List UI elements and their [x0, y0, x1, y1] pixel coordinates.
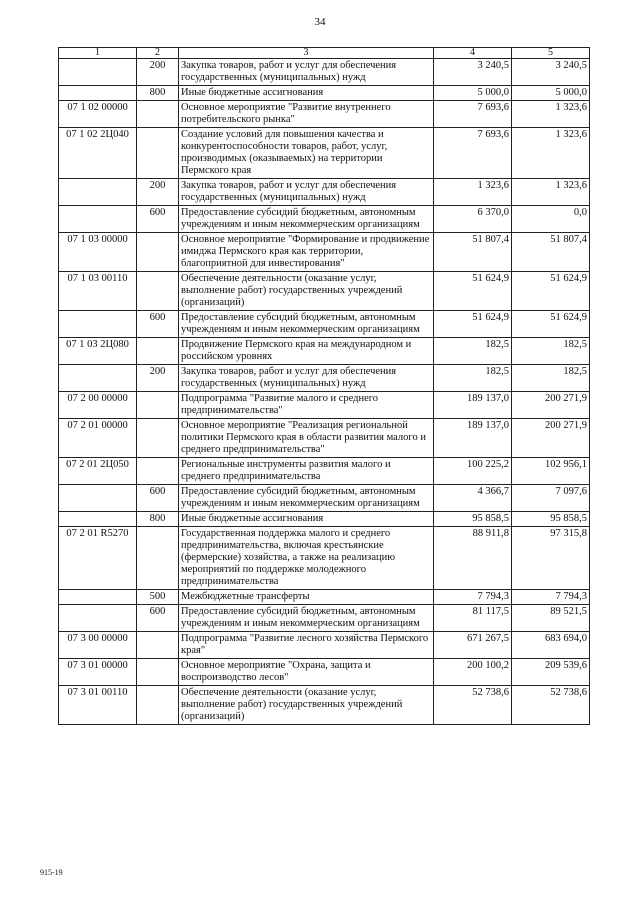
amount-year2-cell: 200 271,9 [512, 419, 590, 458]
amount-year2-cell: 200 271,9 [512, 392, 590, 419]
expense-type-cell: 800 [137, 512, 179, 527]
table-row [59, 86, 590, 101]
expense-type-cell: 200 [137, 59, 179, 86]
amount-year2-cell: 89 521,5 [512, 605, 590, 632]
target-code-cell [59, 485, 137, 512]
amount-year1-cell: 671 267,5 [434, 632, 512, 659]
amount-year2-cell: 5 000,0 [512, 86, 590, 101]
amount-year1-cell: 5 000,0 [434, 86, 512, 101]
table-row [59, 206, 590, 233]
target-code-cell: 07 3 00 00000 [59, 632, 137, 659]
amount-year1-cell: 1 323,6 [434, 179, 512, 206]
amount-year2-cell: 7 794,3 [512, 590, 590, 605]
target-code-cell [59, 59, 137, 86]
description-cell: Иные бюджетные ассигнования [179, 86, 434, 101]
target-code-cell: 07 2 00 00000 [59, 392, 137, 419]
target-code-cell [59, 206, 137, 233]
target-code-cell [59, 605, 137, 632]
table-row [59, 590, 590, 605]
amount-year2-cell: 1 323,6 [512, 128, 590, 179]
description-cell: Подпрограмма "Развитие малого и среднего предпринимательства" [179, 392, 434, 419]
description-cell: Подпрограмма "Развитие лесного хозяйства Пермского края" [179, 632, 434, 659]
target-code-cell: 07 2 01 2Ц050 [59, 458, 137, 485]
amount-year2-cell: 182,5 [512, 365, 590, 392]
description-cell: Обеспечение деятельности (оказание услуг, выполнение работ) государственных учреждений (организаций) [179, 272, 434, 311]
description-cell: Закупка товаров, работ и услуг для обеспечения государственных (муниципальных) нужд [179, 365, 434, 392]
table-row [59, 485, 590, 512]
table-row [59, 365, 590, 392]
table-row [59, 392, 590, 419]
budget-table [58, 47, 590, 725]
description-cell: Основное мероприятие "Реализация региональной политики Пермского края в области развития малого и среднего предпринимательства" [179, 419, 434, 458]
amount-year2-cell: 1 323,6 [512, 101, 590, 128]
target-code-cell: 07 3 01 00000 [59, 659, 137, 686]
target-code-cell [59, 179, 137, 206]
amount-year1-cell: 3 240,5 [434, 59, 512, 86]
expense-type-cell [137, 419, 179, 458]
column-header-3: 3 [179, 48, 434, 59]
amount-year1-cell: 7 693,6 [434, 128, 512, 179]
table-row [59, 527, 590, 590]
description-cell: Предоставление субсидий бюджетным, автономным учреждениям и иным некоммерческим организациям [179, 311, 434, 338]
expense-type-cell: 200 [137, 179, 179, 206]
amount-year2-cell: 51 624,9 [512, 272, 590, 311]
amount-year2-cell: 683 694,0 [512, 632, 590, 659]
amount-year1-cell: 189 137,0 [434, 392, 512, 419]
table-row [59, 632, 590, 659]
column-header-1: 1 [59, 48, 137, 59]
amount-year1-cell: 189 137,0 [434, 419, 512, 458]
description-cell: Основное мероприятие "Развитие внутреннего потребительского рынка" [179, 101, 434, 128]
expense-type-cell [137, 272, 179, 311]
target-code-cell: 07 1 03 00000 [59, 233, 137, 272]
amount-year1-cell: 7 794,3 [434, 590, 512, 605]
expense-type-cell [137, 128, 179, 179]
expense-type-cell: 800 [137, 86, 179, 101]
amount-year1-cell: 4 366,7 [434, 485, 512, 512]
description-cell: Государственная поддержка малого и среднего предпринимательства, включая крестьянские (фермерские) хозяйства, а также на реализацию мероприятий по поддержке молодежного предпринимательства [179, 527, 434, 590]
target-code-cell [59, 365, 137, 392]
column-header-4: 4 [434, 48, 512, 59]
table-body [59, 59, 590, 725]
expense-type-cell: 600 [137, 485, 179, 512]
column-header-2: 2 [137, 48, 179, 59]
expense-type-cell [137, 338, 179, 365]
table-row [59, 128, 590, 179]
amount-year1-cell: 182,5 [434, 365, 512, 392]
target-code-cell [59, 311, 137, 338]
table-row [59, 659, 590, 686]
amount-year1-cell: 182,5 [434, 338, 512, 365]
description-cell: Закупка товаров, работ и услуг для обеспечения государственных (муниципальных) нужд [179, 179, 434, 206]
expense-type-cell: 600 [137, 206, 179, 233]
expense-type-cell: 200 [137, 365, 179, 392]
expense-type-cell [137, 686, 179, 725]
table-row [59, 338, 590, 365]
amount-year1-cell: 100 225,2 [434, 458, 512, 485]
expense-type-cell [137, 101, 179, 128]
header-row [59, 48, 590, 59]
amount-year1-cell: 7 693,6 [434, 101, 512, 128]
amount-year2-cell: 209 539,6 [512, 659, 590, 686]
expense-type-cell [137, 659, 179, 686]
target-code-cell: 07 1 02 00000 [59, 101, 137, 128]
target-code-cell: 07 1 03 2Ц080 [59, 338, 137, 365]
amount-year2-cell: 182,5 [512, 338, 590, 365]
amount-year2-cell: 51 807,4 [512, 233, 590, 272]
description-cell: Иные бюджетные ассигнования [179, 512, 434, 527]
description-cell: Основное мероприятие "Формирование и продвижение имиджа Пермского края как территории, благоприятной для инвестирования" [179, 233, 434, 272]
description-cell: Предоставление субсидий бюджетным, автономным учреждениям и иным некоммерческим организациям [179, 605, 434, 632]
expense-type-cell [137, 392, 179, 419]
amount-year1-cell: 88 911,8 [434, 527, 512, 590]
amount-year2-cell: 95 858,5 [512, 512, 590, 527]
expense-type-cell [137, 632, 179, 659]
table-header [59, 48, 590, 59]
target-code-cell: 07 2 01 R5270 [59, 527, 137, 590]
table-row [59, 605, 590, 632]
amount-year2-cell: 3 240,5 [512, 59, 590, 86]
description-cell: Создание условий для повышения качества и конкурентоспособности товаров, работ, услуг, производимых (оказываемых) на территории Пермского края [179, 128, 434, 179]
table-row [59, 686, 590, 725]
target-code-cell: 07 3 01 00110 [59, 686, 137, 725]
table-row [59, 512, 590, 527]
description-cell: Основное мероприятие "Охрана, защита и воспроизводство лесов" [179, 659, 434, 686]
amount-year2-cell: 52 738,6 [512, 686, 590, 725]
document-code: 915-19 [40, 868, 63, 877]
target-code-cell [59, 590, 137, 605]
amount-year1-cell: 81 117,5 [434, 605, 512, 632]
table-row [59, 233, 590, 272]
amount-year2-cell: 0,0 [512, 206, 590, 233]
amount-year1-cell: 51 624,9 [434, 311, 512, 338]
table-row [59, 272, 590, 311]
target-code-cell [59, 512, 137, 527]
description-cell: Закупка товаров, работ и услуг для обеспечения государственных (муниципальных) нужд [179, 59, 434, 86]
expense-type-cell: 500 [137, 590, 179, 605]
amount-year2-cell: 102 956,1 [512, 458, 590, 485]
table-row [59, 179, 590, 206]
description-cell: Предоставление субсидий бюджетным, автономным учреждениям и иным некоммерческим организациям [179, 206, 434, 233]
amount-year1-cell: 6 370,0 [434, 206, 512, 233]
amount-year2-cell: 1 323,6 [512, 179, 590, 206]
description-cell: Предоставление субсидий бюджетным, автономным учреждениям и иным некоммерческим организациям [179, 485, 434, 512]
table-row [59, 59, 590, 86]
amount-year2-cell: 51 624,9 [512, 311, 590, 338]
expense-type-cell: 600 [137, 311, 179, 338]
page-number: 34 [314, 16, 326, 28]
amount-year2-cell: 97 315,8 [512, 527, 590, 590]
expense-type-cell: 600 [137, 605, 179, 632]
expense-type-cell [137, 233, 179, 272]
amount-year1-cell: 51 807,4 [434, 233, 512, 272]
amount-year1-cell: 51 624,9 [434, 272, 512, 311]
table-row [59, 458, 590, 485]
table-row [59, 101, 590, 128]
amount-year2-cell: 7 097,6 [512, 485, 590, 512]
expense-type-cell [137, 527, 179, 590]
expense-type-cell [137, 458, 179, 485]
table-row [59, 419, 590, 458]
amount-year1-cell: 52 738,6 [434, 686, 512, 725]
amount-year1-cell: 200 100,2 [434, 659, 512, 686]
description-cell: Межбюджетные трансферты [179, 590, 434, 605]
target-code-cell: 07 1 02 2Ц040 [59, 128, 137, 179]
target-code-cell [59, 86, 137, 101]
amount-year1-cell: 95 858,5 [434, 512, 512, 527]
description-cell: Обеспечение деятельности (оказание услуг, выполнение работ) государственных учреждений (организаций) [179, 686, 434, 725]
description-cell: Региональные инструменты развития малого и среднего предпринимательства [179, 458, 434, 485]
description-cell: Продвижение Пермского края на международном и российском уровнях [179, 338, 434, 365]
target-code-cell: 07 1 03 00110 [59, 272, 137, 311]
target-code-cell: 07 2 01 00000 [59, 419, 137, 458]
column-header-5: 5 [512, 48, 590, 59]
table-row [59, 311, 590, 338]
